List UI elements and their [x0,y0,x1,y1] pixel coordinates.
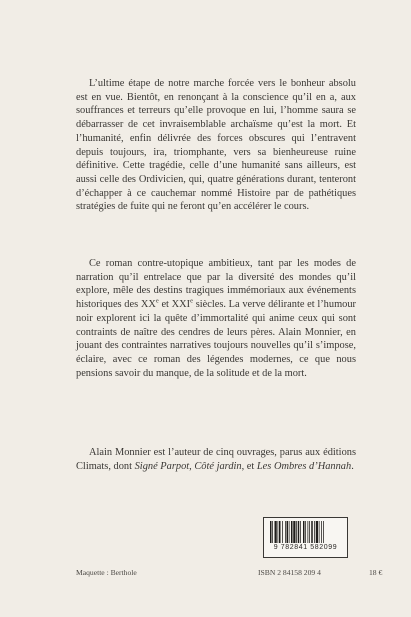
synopsis-text-2c: siècles. La verve délirante et l’humour noir explorent ici la quête d’immortalité qui anime ceux qui sont contraints de naître des cendres de leurs pères. Alain Monnier, en jouant des contraintes narratives toujours nouvelles qu’il s’impose, éclaire, avec ce roman des légendes modernes, ce que nous pensions savoir du manque, de la solitude et de la mort. [76,299,357,379]
barcode-bar [314,521,315,543]
century-superscript-2: e [190,297,193,305]
barcode-bar [321,521,322,543]
barcode-bar [296,521,297,543]
barcode-bar [309,521,310,543]
author-bio-text [76,446,356,473]
barcode-bar [270,521,272,543]
barcode-bar [279,521,281,543]
book-title-2: Côté jardin [194,460,242,472]
barcode-bar [319,521,320,543]
barcode-bar [316,521,318,543]
barcode-bar [285,521,286,543]
synopsis-paragraph-2 [76,257,356,380]
barcode-bar [303,521,305,543]
author-bio-end: . [351,460,354,472]
synopsis-text-2a: Ce roman contre-utopique ambitieux, tant par les modes de narration qu’il entrelace que par la diversité des mondes qu’il explore, mêle des destins tragiques immémoriaux aux événements historiques des XX [76,258,356,311]
barcode-bar [275,521,277,543]
design-credit: Maquette : Berthole [76,568,137,577]
synopsis-text-1: L’ultime étape de notre marche forcée vers le bonheur absolu est en vue. Bientôt, en renonçant à la conscience qu’il en a, aux souffrances et terreurs qu’elle provoque en lui, l’homme saura se débarrasser de cet invraisemblable archaïsme qu’est la mort. Et l’humanité, enfin délivrée des forces obscures qui l’entravent depuis toujours, ira, triomphante, vers sa bienheureuse ruine définitive. Cette tragédie, celle d’une humanité sans ailleurs, est aussi celle des Ordivicien, qui, quatre générations durant, tenteront d’échapper à ce cauchemar nommé Histoire par de pathétiques stratégies de fuite qui ne feront qu’en accélérer le cours. [76,78,356,213]
barcode-bar [289,521,290,543]
author-bio-paragraph [76,446,356,473]
barcode-bar [300,521,301,543]
barcode-bar [293,521,295,543]
barcode-digits: 9 782841 582099 [273,544,338,551]
barcode-bar [308,521,309,543]
barcode-bar [311,521,313,543]
price-label: 18 € [369,568,383,577]
book-title-3: Les Ombres d’Hannah [256,460,352,472]
synopsis-text-2 [76,257,356,380]
isbn-label: ISBN 2 84158 209 4 [258,568,321,577]
barcode-bar [298,521,300,543]
title-separator-2: , et [241,460,257,472]
barcode-bar [291,521,293,543]
century-superscript-1: e [155,297,159,305]
barcode-bar [305,521,306,543]
barcode-bar [272,521,273,543]
title-separator-1: , [189,460,195,472]
barcode-bars [270,521,341,543]
barcode-bar [323,521,324,543]
barcode-bar [287,521,289,543]
book-title-1: Signé Parpot [134,460,190,472]
author-bio-text-a: Alain Monnier est l’auteur de cinq ouvrages, parus aux éditions Climats, dont [76,447,356,472]
synopsis-text-2b: et XXI [158,299,191,311]
barcode-bar [278,521,279,543]
synopsis-paragraph-1 [76,77,356,214]
barcode [263,517,348,558]
barcode-bar [282,521,283,543]
